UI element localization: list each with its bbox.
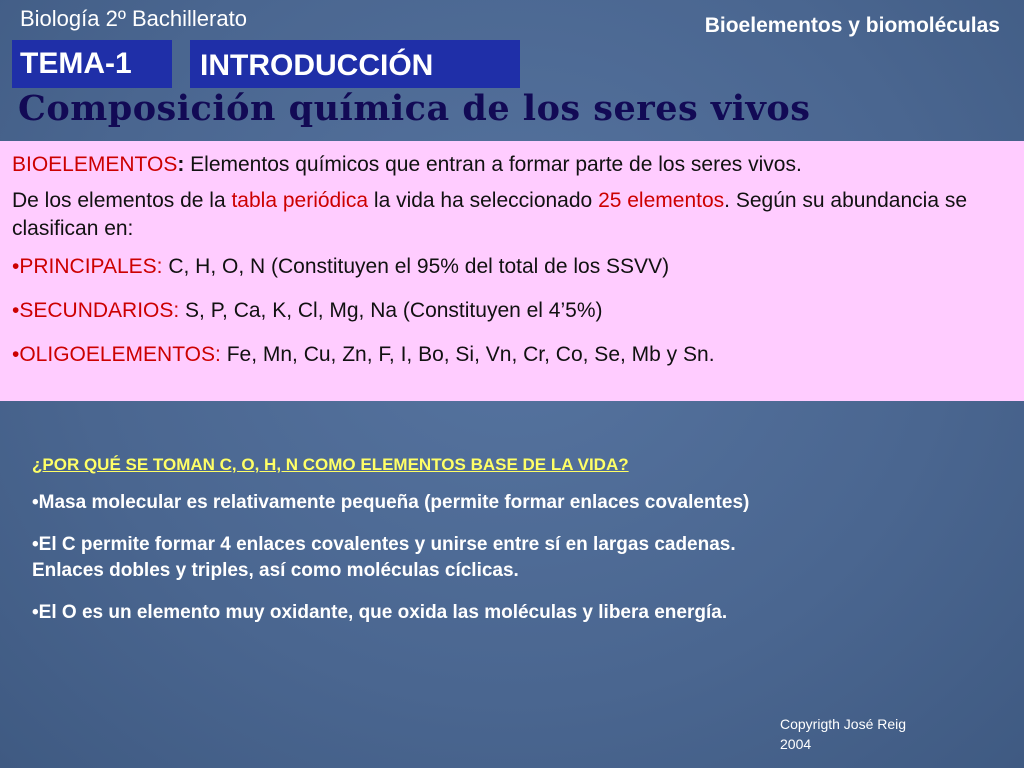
copyright-line1: Copyrigth José Reig [780, 716, 907, 732]
course-label: Biología 2º Bachillerato [20, 6, 247, 31]
bioelementos-panel [0, 141, 1024, 401]
reason-carbon-line2: Enlaces dobles y triples, así como moléculas cíclicas. [32, 560, 519, 581]
secundarios-item [12, 297, 1012, 325]
selection-text-c: . Según su abundancia se clasifican en: [12, 189, 968, 240]
intro-badge: INTRODUCCIÓN [190, 40, 520, 88]
oligoelementos-value: Fe, Mn, Cu, Zn, F, I, Bo, Si, Vn, Cr, Co, Se, Mb y Sn. [220, 343, 715, 366]
element-count: 25 elementos [598, 189, 725, 212]
term-colon: : [177, 153, 185, 176]
copyright-note [780, 714, 906, 754]
definition-paragraph [12, 151, 1012, 179]
reason-oxygen: •El O es un elemento muy oxidante, que oxida las moléculas y libera energía. [32, 602, 728, 623]
selection-text-a: De los elementos de la [12, 189, 232, 212]
principales-value: C, H, O, N (Constituyen el 95% del total de los SSVV) [162, 255, 670, 278]
oligoelementos-label: •OLIGOELEMENTOS: [12, 343, 221, 366]
selection-text-b: la vida ha seleccionado [368, 189, 599, 212]
selection-paragraph [12, 187, 1012, 243]
subject-label: Bioelementos y biomoléculas [704, 14, 1000, 37]
oligoelementos-item [12, 341, 1012, 369]
secundarios-label: •SECUNDARIOS: [12, 299, 180, 322]
secundarios-value: S, P, Ca, K, Cl, Mg, Na (Constituyen el 4’5%) [179, 299, 603, 322]
principales-item [12, 253, 1012, 281]
page-title: Composición química de los seres vivos [18, 88, 811, 129]
reason-carbon-line1: •El C permite formar 4 enlaces covalentes y unirse entre sí en largas cadenas. [32, 534, 736, 555]
principales-label: •PRINCIPALES: [12, 255, 163, 278]
definition-text: Elementos químicos que entran a formar parte de los seres vivos. [184, 153, 802, 176]
reason-molecular-mass: •Masa molecular es relativamente pequeña (permite formar enlaces covalentes) [32, 492, 750, 513]
copyright-line2: 2004 [780, 736, 812, 752]
why-question: ¿POR QUÉ SE TOMAN C, O, H, N COMO ELEMENTOS BASE DE LA VIDA? [32, 455, 629, 474]
tabla-periodica-term: tabla periódica [231, 189, 369, 212]
why-section [32, 452, 992, 626]
tema-badge: TEMA-1 [12, 40, 172, 88]
bioelementos-term: BIOELEMENTOS [12, 153, 178, 176]
